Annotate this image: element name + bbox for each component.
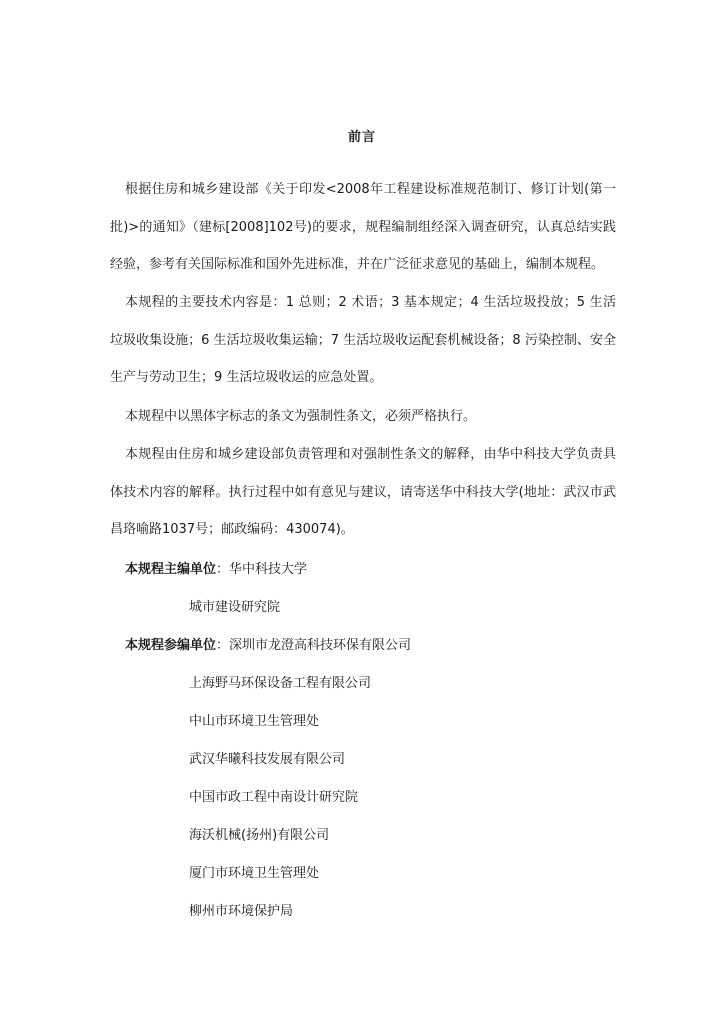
chief-editor-unit: 华中科技大学 [229, 562, 308, 577]
chief-editor-unit: 城市建设研究院 [189, 600, 281, 615]
participating-editor-label: 本规程参编单位 [125, 638, 217, 653]
page-title: 前言 [347, 130, 376, 145]
chief-editor-separator: ： [216, 562, 230, 577]
paragraph-main-content: 本规程的主要技术内容是：1 总则；2 术语；3 基本规定；4 生活垃圾投放；5 生活垃圾收集设施；6 生活垃圾收集运输；7 生活垃圾收运配套机械设备；8 污染控制、安全生产与劳动卫生；9 生活垃圾收运的应急处置。 [110, 295, 616, 385]
paragraph-interpretation: 本规程由住房和城乡建设部负责管理和对强制性条文的解释，由华中科技大学负责具体技术内容的解释。执行过程中如有意见与建议，请寄送华中科技大学(地址：武汉市武昌珞喻路1037号；邮政编码：430074)。 [110, 447, 616, 537]
chief-editor-row [125, 560, 307, 580]
participating-editor-row [125, 636, 411, 656]
participating-editor-unit: 上海野马环保设备工程有限公司 [189, 676, 372, 691]
participating-editor-unit: 厦门市环境卫生管理处 [189, 866, 320, 881]
participating-editor-unit: 柳州市环境保护局 [189, 904, 294, 919]
participating-editor-separator: ： [216, 638, 230, 653]
paragraph-mandatory-clauses: 本规程中以黑体字标志的条文为强制性条文，必须严格执行。 [125, 409, 477, 424]
chief-editor-label: 本规程主编单位 [125, 562, 217, 577]
participating-editor-unit: 深圳市龙澄高科技环保有限公司 [229, 638, 412, 653]
participating-editor-unit: 中山市环境卫生管理处 [189, 714, 320, 729]
participating-editor-unit: 海沃机械(扬州)有限公司 [189, 828, 330, 843]
participating-editor-unit: 中国市政工程中南设计研究院 [189, 790, 359, 805]
paragraph-basis: 根据住房和城乡建设部《关于印发<2008年工程建设标准规范制订、修订计划(第一批)>的通知》（建标[2008]102号)的要求，规程编制组经深入调查研究，认真总结实践经验，参考有关国际标准和国外先进标准，并在广泛征求意见的基础上，编制本规程。 [110, 182, 616, 272]
participating-editor-unit: 武汉华曦科技发展有限公司 [189, 752, 346, 767]
